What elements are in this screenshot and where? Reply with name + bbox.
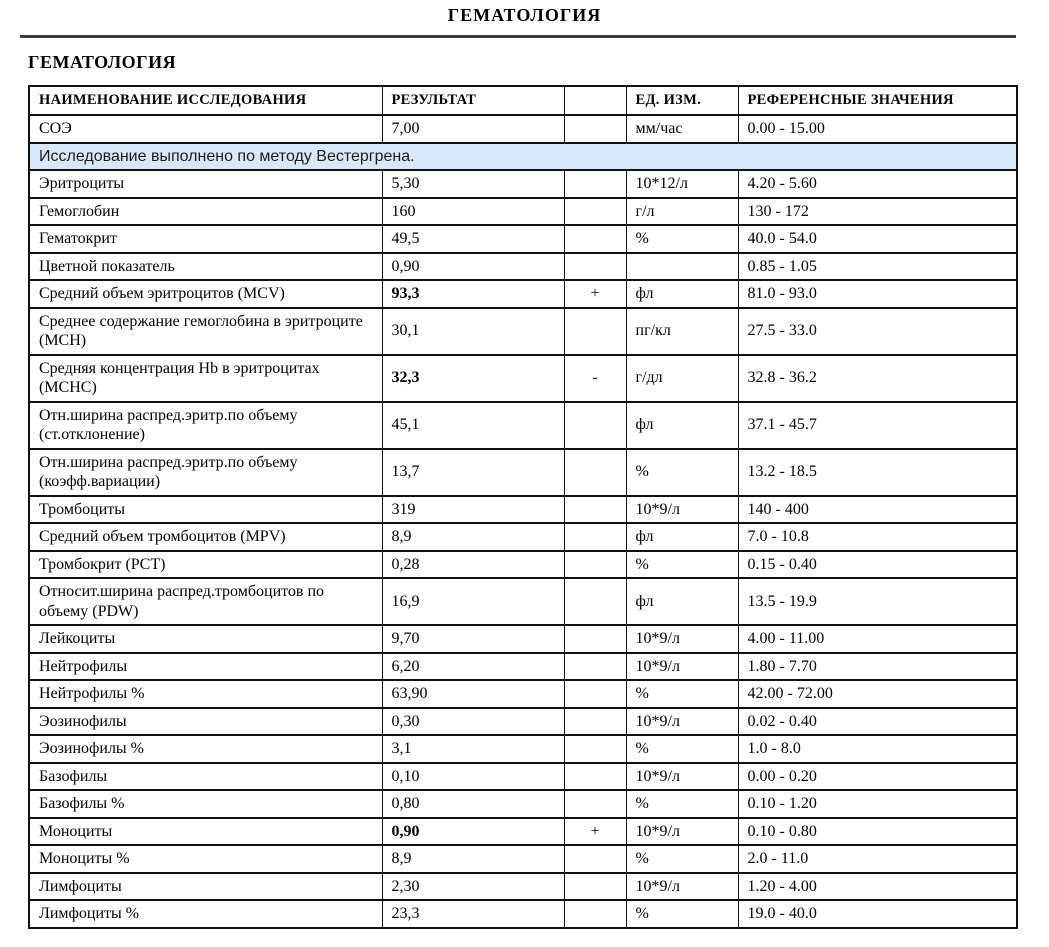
test-name-cell: Отн.ширина распред.эритр.по объему (коэфф.вариации) [29,449,382,496]
flag-cell [564,653,626,681]
test-name-cell: Средний объем тромбоцитов (MPV) [29,523,382,551]
flag-cell [564,900,626,928]
reference-range-cell: 0.00 - 15.00 [738,115,1017,143]
result-cell: 0,10 [382,763,564,791]
result-cell: 0,28 [382,551,564,579]
reference-range-cell: 2.0 - 11.0 [738,845,1017,873]
unit-cell: фл [626,402,738,449]
flag-cell [564,496,626,524]
unit-cell: 10*9/л [626,625,738,653]
flag-cell [564,115,626,143]
method-note-row [29,143,1017,171]
result-cell: 8,9 [382,523,564,551]
table-row [29,578,1017,625]
flag-cell [564,170,626,198]
unit-cell: пг/кл [626,308,738,355]
result-cell: 160 [382,198,564,226]
flag-cell [564,680,626,708]
reference-range-cell: 13.2 - 18.5 [738,449,1017,496]
table-row [29,653,1017,681]
unit-cell: г/л [626,198,738,226]
result-cell: 8,9 [382,845,564,873]
unit-cell: 10*9/л [626,496,738,524]
test-name-cell: Моноциты [29,818,382,846]
test-name-cell: Тромбокрит (PCT) [29,551,382,579]
unit-cell: 10*9/л [626,653,738,681]
flag-cell: - [564,355,626,402]
flag-cell [564,790,626,818]
test-name-cell: Тромбоциты [29,496,382,524]
table-row [29,790,1017,818]
reference-range-cell: 1.0 - 8.0 [738,735,1017,763]
test-name-cell: СОЭ [29,115,382,143]
table-row [29,625,1017,653]
reference-range-cell: 0.00 - 0.20 [738,763,1017,791]
unit-cell: 10*9/л [626,708,738,736]
unit-cell: % [626,845,738,873]
flag-cell [564,735,626,763]
result-cell: 2,30 [382,873,564,901]
flag-cell: + [564,280,626,308]
flag-cell [564,625,626,653]
test-name-cell: Средний объем эритроцитов (MCV) [29,280,382,308]
column-header-flag [564,86,626,115]
unit-cell: % [626,790,738,818]
reference-range-cell: 32.8 - 36.2 [738,355,1017,402]
table-row [29,680,1017,708]
method-note-cell: Исследование выполнено по методу Вестергрена. [29,143,1017,171]
flag-cell [564,523,626,551]
test-name-cell: Гемоглобин [29,198,382,226]
result-cell: 319 [382,496,564,524]
table-row [29,115,1017,143]
unit-cell: % [626,900,738,928]
unit-cell: % [626,735,738,763]
result-cell: 13,7 [382,449,564,496]
flag-cell [564,225,626,253]
flag-cell [564,873,626,901]
flag-cell [564,578,626,625]
table-row [29,708,1017,736]
test-name-cell: Лейкоциты [29,625,382,653]
table-row [29,198,1017,226]
unit-cell: фл [626,523,738,551]
flag-cell [564,198,626,226]
table-header [29,86,1017,115]
unit-cell [626,253,738,281]
unit-cell: 10*9/л [626,873,738,901]
flag-cell [564,763,626,791]
reference-range-cell: 37.1 - 45.7 [738,402,1017,449]
result-cell: 9,70 [382,625,564,653]
hematology-results-table [28,85,1018,929]
result-cell: 0,30 [382,708,564,736]
result-cell: 6,20 [382,653,564,681]
table-row [29,551,1017,579]
table-row [29,496,1017,524]
test-name-cell: Цветной показатель [29,253,382,281]
result-cell: 49,5 [382,225,564,253]
column-header-reference: РЕФЕРЕНСНЫЕ ЗНАЧЕНИЯ [738,86,1017,115]
column-header-test-name: НАИМЕНОВАНИЕ ИССЛЕДОВАНИЯ [29,86,382,115]
test-name-cell: Нейтрофилы [29,653,382,681]
result-cell: 7,00 [382,115,564,143]
reference-range-cell: 40.0 - 54.0 [738,225,1017,253]
reference-range-cell: 13.5 - 19.9 [738,578,1017,625]
flag-cell [564,551,626,579]
section-title: ГЕМАТОЛОГИЯ [28,52,177,72]
result-cell: 30,1 [382,308,564,355]
table-row [29,170,1017,198]
unit-cell: мм/час [626,115,738,143]
table-row [29,763,1017,791]
test-name-cell: Отн.ширина распред.эритр.по объему (ст.отклонение) [29,402,382,449]
reference-range-cell: 4.20 - 5.60 [738,170,1017,198]
unit-cell: % [626,225,738,253]
flag-cell [564,402,626,449]
flag-cell [564,308,626,355]
header-row [29,86,1017,115]
reference-range-cell: 19.0 - 40.0 [738,900,1017,928]
flag-cell [564,253,626,281]
unit-cell: % [626,680,738,708]
test-name-cell: Моноциты % [29,845,382,873]
reference-range-cell: 27.5 - 33.0 [738,308,1017,355]
column-header-result: РЕЗУЛЬТАТ [382,86,564,115]
table-row [29,308,1017,355]
unit-cell: г/дл [626,355,738,402]
table-row [29,845,1017,873]
flag-cell [564,845,626,873]
reference-range-cell: 1.20 - 4.00 [738,873,1017,901]
flag-cell: + [564,818,626,846]
table-row [29,355,1017,402]
test-name-cell: Средняя концентрация Hb в эритроцитах (MCHC) [29,355,382,402]
reference-range-cell: 0.10 - 1.20 [738,790,1017,818]
table-row [29,735,1017,763]
column-header-unit: ЕД. ИЗМ. [626,86,738,115]
result-cell: 63,90 [382,680,564,708]
result-cell: 45,1 [382,402,564,449]
table-row [29,449,1017,496]
reference-range-cell: 0.02 - 0.40 [738,708,1017,736]
test-name-cell: Лимфоциты [29,873,382,901]
result-cell: 0,80 [382,790,564,818]
reference-range-cell: 140 - 400 [738,496,1017,524]
result-cell: 93,3 [382,280,564,308]
table-row [29,873,1017,901]
test-name-cell: Эозинофилы % [29,735,382,763]
test-name-cell: Относит.ширина распред.тромбоцитов по объему (PDW) [29,578,382,625]
table-row [29,253,1017,281]
table-row [29,818,1017,846]
unit-cell: 10*12/л [626,170,738,198]
reference-range-cell: 0.85 - 1.05 [738,253,1017,281]
result-cell: 5,30 [382,170,564,198]
reference-range-cell: 81.0 - 93.0 [738,280,1017,308]
table-row [29,900,1017,928]
table-row [29,280,1017,308]
reference-range-cell: 42.00 - 72.00 [738,680,1017,708]
unit-cell: фл [626,578,738,625]
result-cell: 23,3 [382,900,564,928]
header-divider [20,35,1016,38]
result-cell: 32,3 [382,355,564,402]
reference-range-cell: 0.10 - 0.80 [738,818,1017,846]
unit-cell: 10*9/л [626,818,738,846]
result-cell: 3,1 [382,735,564,763]
flag-cell [564,449,626,496]
test-name-cell: Среднее содержание гемоглобина в эритроците (MCH) [29,308,382,355]
reference-range-cell: 1.80 - 7.70 [738,653,1017,681]
unit-cell: фл [626,280,738,308]
table-row [29,523,1017,551]
unit-cell: % [626,551,738,579]
test-name-cell: Базофилы % [29,790,382,818]
test-name-cell: Нейтрофилы % [29,680,382,708]
test-name-cell: Эозинофилы [29,708,382,736]
result-cell: 0,90 [382,818,564,846]
test-name-cell: Базофилы [29,763,382,791]
reference-range-cell: 130 - 172 [738,198,1017,226]
page-title: ГЕМАТОЛОГИЯ [447,5,602,25]
table-body [29,115,1017,928]
result-cell: 0,90 [382,253,564,281]
unit-cell: 10*9/л [626,763,738,791]
test-name-cell: Эритроциты [29,170,382,198]
result-cell: 16,9 [382,578,564,625]
table-row [29,402,1017,449]
test-name-cell: Лимфоциты % [29,900,382,928]
flag-cell [564,708,626,736]
reference-range-cell: 7.0 - 10.8 [738,523,1017,551]
test-name-cell: Гематокрит [29,225,382,253]
reference-range-cell: 0.15 - 0.40 [738,551,1017,579]
table-row [29,225,1017,253]
reference-range-cell: 4.00 - 11.00 [738,625,1017,653]
unit-cell: % [626,449,738,496]
